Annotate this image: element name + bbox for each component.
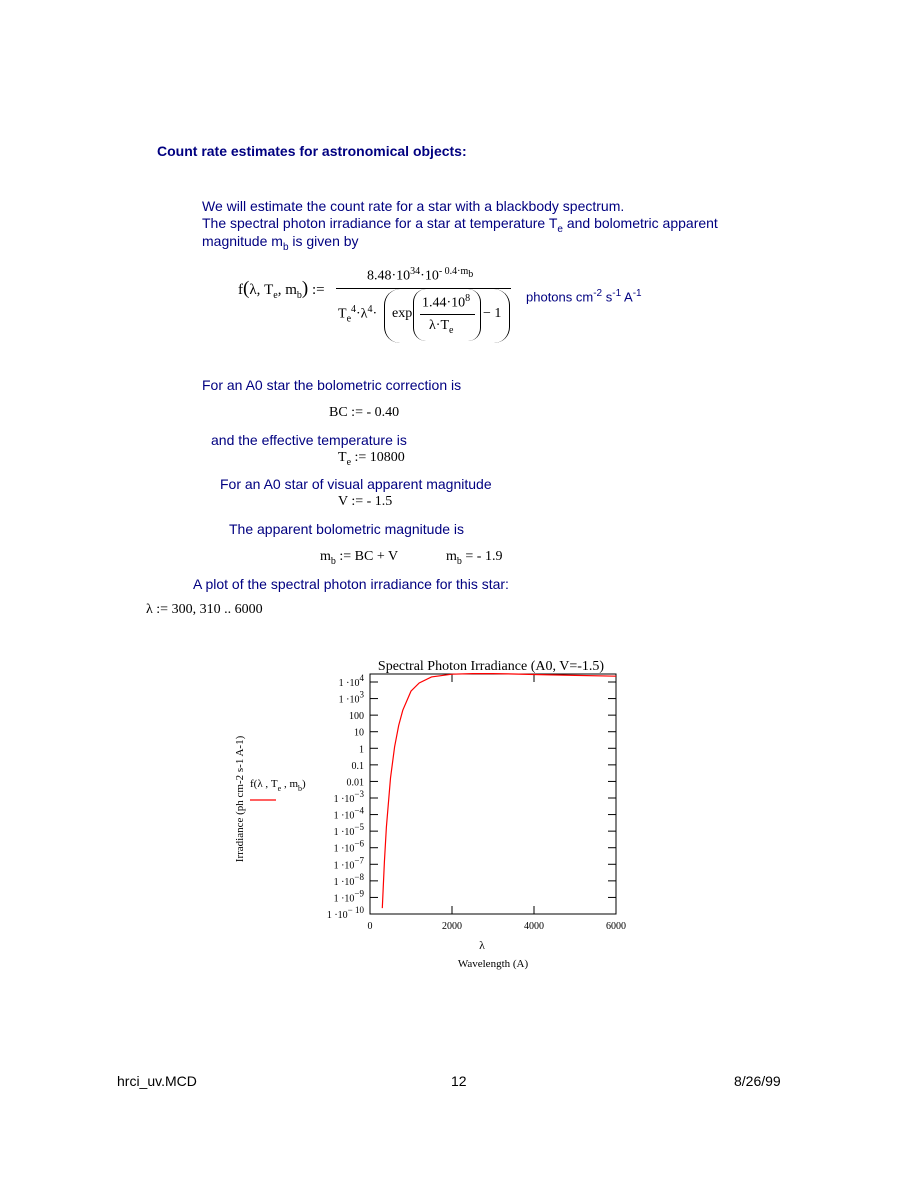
formula-den-outer: $T_e^4\cdot\lambda^4\cdot$ bbox=[338, 304, 378, 325]
formula-inner-numerator: $1.44\cdot 10^8$ bbox=[422, 293, 471, 311]
intro-line-3: magnitude $m_b$ is given by bbox=[202, 233, 359, 253]
y-tick-label: 1 ·10−5 bbox=[333, 822, 364, 839]
footer-page-number: 12 bbox=[451, 1073, 467, 1089]
vmag-description: For an A0 star of visual apparent magnitude bbox=[220, 476, 492, 492]
intro-line-2: The spectral photon irradiance for a star at temperature $T_e$ and bolometric apparent bbox=[202, 215, 718, 235]
y-tick-label: 1 bbox=[359, 744, 364, 756]
plot-frame bbox=[370, 674, 616, 914]
chart-title: Spectral Photon Irradiance (A0, V=-1.5) bbox=[377, 659, 605, 674]
intro-line-1: We will estimate the count rate for a star with a blackbody spectrum. bbox=[202, 198, 625, 214]
legend-label: f(λ , $T_e$ , $m_b$) bbox=[250, 778, 306, 793]
y-tick-label: 1 ·103 bbox=[338, 689, 364, 706]
y-tick-label: 10 bbox=[354, 727, 364, 739]
irradiance-series-line bbox=[382, 674, 616, 909]
footer-filename: hrci_uv.MCD bbox=[117, 1073, 197, 1089]
v-expression: V := - 1.5 bbox=[338, 494, 393, 509]
formula-numerator: $8.48\cdot 10^{34}\cdot 10^{- 0.4\cdot m_b}$ bbox=[367, 266, 474, 284]
y-tick-label: 100 bbox=[349, 711, 364, 723]
x-axis-symbol: λ bbox=[479, 938, 485, 952]
bc-description: For an A0 star the bolometric correction is bbox=[202, 377, 462, 393]
y-tick-label: 0.1 bbox=[351, 760, 364, 772]
y-tick-label: 1 ·10− 10 bbox=[326, 905, 364, 921]
y-tick-label: 1 ·104 bbox=[338, 673, 364, 689]
teff-expression: $T_e$ := 10800 bbox=[338, 450, 405, 468]
y-tick-label: 1 ·10−4 bbox=[333, 805, 364, 822]
y-tick-label: 1 ·10−3 bbox=[333, 789, 364, 805]
x-tick-label: 2000 bbox=[442, 921, 462, 932]
teff-description: and the effective temperature is bbox=[211, 432, 407, 448]
x-tick-label: 6000 bbox=[606, 921, 626, 932]
x-axis-ticks bbox=[368, 674, 627, 932]
legend bbox=[250, 778, 306, 800]
formula-units: photons $cm^{-2}$ $s^{-1}$ $A^{-1}$ bbox=[526, 288, 642, 305]
formula-lhs: f(λ, $T_e$, $m_b$) := bbox=[238, 278, 325, 301]
x-axis-label: Wavelength (A) bbox=[457, 958, 529, 970]
section-heading: Count rate estimates for astronomical objects: bbox=[157, 143, 467, 159]
mb-description: The apparent bolometric magnitude is bbox=[229, 521, 465, 537]
y-tick-label: 0.01 bbox=[346, 777, 364, 789]
formula-minus-one: − 1 bbox=[483, 306, 502, 321]
mb-result: $m_b$ = - 1.9 bbox=[446, 549, 503, 567]
x-tick-label: 4000 bbox=[524, 921, 544, 932]
bc-expression: BC := - 0.40 bbox=[329, 405, 400, 420]
formula-inner-denominator: $\lambda\cdot T_e$ bbox=[429, 318, 454, 336]
plot-description: A plot of the spectral photon irradiance for this star: bbox=[193, 576, 509, 592]
footer-date: 8/26/99 bbox=[734, 1073, 781, 1089]
lambda-range: λ := 300, 310 .. 6000 bbox=[146, 602, 263, 617]
formula-exp: exp bbox=[392, 306, 413, 321]
mb-definition: $m_b$ := BC + V bbox=[320, 549, 399, 567]
y-tick-label: 1 ·10−9 bbox=[333, 888, 364, 905]
x-tick-label: 0 bbox=[367, 921, 373, 932]
y-tick-label: 1 ·10−8 bbox=[333, 871, 364, 888]
y-tick-label: 1 ·10−6 bbox=[333, 838, 364, 855]
y-tick-label: 1 ·10−7 bbox=[333, 855, 364, 872]
y-axis-label: Irradiance (ph cm-2 s-1 A-1) bbox=[234, 735, 246, 863]
